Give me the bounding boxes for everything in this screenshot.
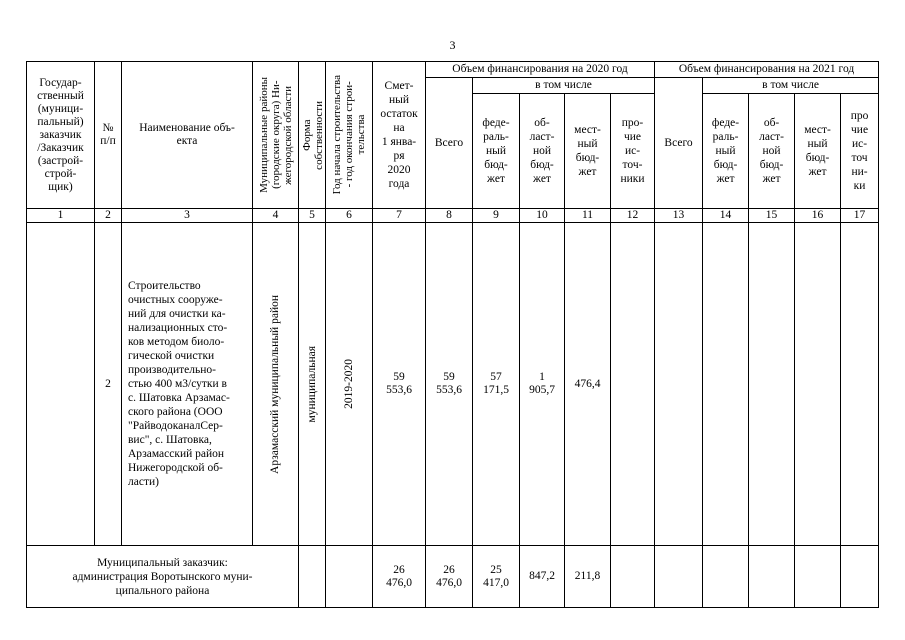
column-numbers-row — [27, 209, 879, 223]
col-number: 14 — [703, 209, 749, 223]
header-customer: Государ- ственный (муници- пальный) заказчик /Заказчик (застрой- строй- щик) — [27, 62, 95, 209]
col-number: 4 — [253, 209, 299, 223]
row-remainder: 59 553,6 — [373, 223, 426, 546]
header-other-2021: про чие ис- точ ни- ки — [841, 94, 879, 209]
summary-local-2020: 211,8 — [565, 546, 611, 608]
financing-table — [26, 61, 879, 608]
col-number: 11 — [565, 209, 611, 223]
col-number: 12 — [611, 209, 655, 223]
header-fin-2020: Объем финансирования на 2020 год — [426, 62, 655, 78]
col-number: 13 — [655, 209, 703, 223]
summary-remainder: 26 476,0 — [373, 546, 426, 608]
summary-total-2021 — [655, 546, 703, 608]
summary-total-2020: 26 476,0 — [426, 546, 473, 608]
row-federal-2020: 57 171,5 — [473, 223, 520, 546]
header-other-2020: про- чие ис- точ- ники — [611, 94, 655, 209]
header-local-2020: мест- ный бюд- жет — [565, 94, 611, 209]
col-number: 7 — [373, 209, 426, 223]
row-total-2020: 59 553,6 — [426, 223, 473, 546]
row-local-2020: 476,4 — [565, 223, 611, 546]
header-object-name: Наименование объ- екта — [122, 62, 253, 209]
row-regional-2020: 1 905,7 — [520, 223, 565, 546]
header-years: Год начала строительства - год окончания строи- тельства — [326, 62, 373, 209]
summary-row — [27, 546, 879, 608]
col-number: 5 — [299, 209, 326, 223]
summary-other-2020 — [611, 546, 655, 608]
header-districts: Муниципальные районы (городские округа) Ни- жегородской области — [253, 62, 299, 209]
col-number: 3 — [122, 209, 253, 223]
header-ownership: Форма собственности — [299, 62, 326, 209]
col-number: 10 — [520, 209, 565, 223]
header-incl-2021: в том числе — [703, 78, 879, 94]
col-number: 16 — [795, 209, 841, 223]
col-number: 15 — [749, 209, 795, 223]
table-row — [27, 223, 879, 546]
row-regional-2021 — [749, 223, 795, 546]
row-other-2020 — [611, 223, 655, 546]
row-total-2021 — [655, 223, 703, 546]
summary-other-2021 — [841, 546, 879, 608]
summary-regional-2020: 847,2 — [520, 546, 565, 608]
header-fin-2021: Объем финансирования на 2021 год — [655, 62, 879, 78]
summary-label: Муниципальный заказчик: администрация Воротынского муни- ципального района — [27, 546, 299, 608]
header-total-2021: Всего — [655, 78, 703, 209]
header-regional-2021: об- ласт- ной бюд- жет — [749, 94, 795, 209]
row-customer-cell — [27, 223, 95, 546]
header-total-2020: Всего — [426, 78, 473, 209]
row-district: Арзамасский муниципальный район — [253, 223, 299, 546]
row-ownership: муниципальная — [299, 223, 326, 546]
header-federal-2020: феде- раль- ный бюд- жет — [473, 94, 520, 209]
col-number: 1 — [27, 209, 95, 223]
header-federal-2021: феде- раль- ный бюд- жет — [703, 94, 749, 209]
col-number: 8 — [426, 209, 473, 223]
header-incl-2020: в том числе — [473, 78, 655, 94]
summary-federal-2021 — [703, 546, 749, 608]
col-number: 9 — [473, 209, 520, 223]
col-number: 2 — [95, 209, 122, 223]
header-number: № п/п — [95, 62, 122, 209]
col-number: 17 — [841, 209, 879, 223]
header-row-1 — [27, 62, 879, 78]
row-other-2021 — [841, 223, 879, 546]
col-number: 6 — [326, 209, 373, 223]
row-years: 2019-2020 — [326, 223, 373, 546]
summary-years — [326, 546, 373, 608]
row-local-2021 — [795, 223, 841, 546]
summary-local-2021 — [795, 546, 841, 608]
header-regional-2020: об- ласт- ной бюд- жет — [520, 94, 565, 209]
row-object-name: Строительство очистных сооруже- ний для очистки ка- нализационных сто- ков методом биоло- гической очистки производительно- стью 400 м3/сутки в с. Шатовка Арзамас- ского района (ООО "РайводоканалСер- вис", с. Шатовка, Арзамасский район Нижегородской об- ласти) — [122, 223, 253, 546]
summary-regional-2021 — [749, 546, 795, 608]
row-number: 2 — [95, 223, 122, 546]
header-local-2021: мест- ный бюд- жет — [795, 94, 841, 209]
header-remainder: Смет- ный остаток на 1 янва- ря 2020 года — [373, 62, 426, 209]
page-number: 3 — [449, 38, 456, 52]
row-federal-2021 — [703, 223, 749, 546]
summary-ownership — [299, 546, 326, 608]
summary-federal-2020: 25 417,0 — [473, 546, 520, 608]
